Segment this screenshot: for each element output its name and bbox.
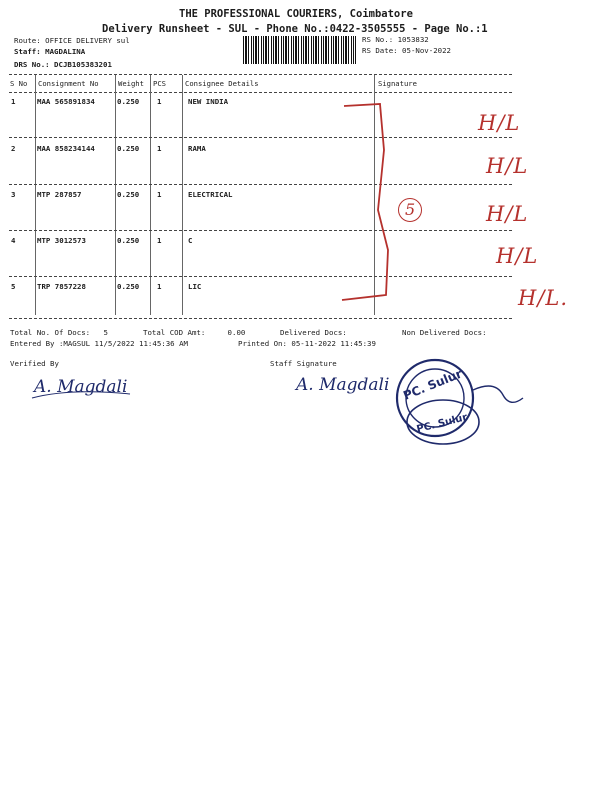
non-delivered-docs: Non Delivered Docs: (402, 328, 487, 337)
row-weight: 0.250 (117, 190, 140, 199)
post-office-stamp (385, 350, 545, 460)
bracket-count: 5 (405, 200, 416, 219)
row-sno: 3 (11, 190, 16, 199)
row-signature: H/L (486, 202, 529, 226)
row-sno: 5 (11, 282, 16, 291)
row-divider (9, 230, 512, 231)
row-pcs: 1 (157, 190, 162, 199)
table-bottom-rule (9, 318, 512, 319)
barcode (243, 36, 356, 64)
verified-signature (30, 368, 150, 408)
row-signature: H/L (478, 111, 521, 135)
row-divider (9, 276, 512, 277)
staff-label: Staff: MAGDALINA (14, 47, 86, 56)
row-signature: H/L (496, 244, 539, 268)
row-sno: 4 (11, 236, 16, 245)
table-row (0, 190, 600, 230)
row-divider (9, 137, 512, 138)
row-weight: 0.250 (117, 97, 140, 106)
total-docs: Total No. Of Docs: 5 (10, 328, 108, 337)
table-top-rule (9, 74, 512, 75)
row-consignee: C (188, 236, 193, 245)
row-pcs: 1 (157, 282, 162, 291)
row-pcs: 1 (157, 236, 162, 245)
row-weight: 0.250 (117, 144, 140, 153)
row-divider (9, 184, 512, 185)
svg-text:PC. Sulur: PC. Sulur (401, 366, 465, 403)
svg-text:A. Magdali: A. Magdali (34, 377, 128, 397)
table-row (0, 97, 600, 137)
company-title: THE PROFESSIONAL COURIERS, Coimbatore (179, 8, 413, 20)
row-signature: H/L. (518, 286, 569, 310)
row-pcs: 1 (157, 144, 162, 153)
row-consignee: ELECTRICAL (188, 190, 233, 199)
table-row (0, 282, 600, 322)
verified-by-label: Verified By (10, 359, 59, 368)
rs-date: RS Date: 05-Nov-2022 (362, 46, 451, 55)
row-consignment: MAA 565891834 (37, 97, 95, 106)
row-consignee: NEW INDIA (188, 97, 229, 106)
printed-on: Printed On: 05-11-2022 11:45:39 (238, 339, 376, 348)
row-sno: 1 (11, 97, 16, 106)
row-consignee: RAMA (188, 144, 206, 153)
delivered-docs: Delivered Docs: (280, 328, 347, 337)
row-consignment: MTP 3012573 (37, 236, 86, 245)
row-consignee: LIC (188, 282, 202, 291)
row-signature: H/L (486, 154, 529, 178)
row-pcs: 1 (157, 97, 162, 106)
total-cod: Total COD Amt: 0.00 (143, 328, 246, 337)
col-consignee: Consignee Details (185, 79, 259, 88)
staff-signature-label: Staff Signature (270, 359, 337, 368)
row-weight: 0.250 (117, 236, 140, 245)
row-consignment: MTP 287857 (37, 190, 82, 199)
route-label: Route: OFFICE DELIVERY sul (14, 36, 130, 45)
runsheet-title: Delivery Runsheet - SUL - Phone No.:0422-3505555 - Page No.:1 (102, 23, 488, 35)
table-row (0, 144, 600, 184)
svg-text:A. Magdali: A. Magdali (296, 375, 390, 395)
col-consignment: Consignment No (38, 79, 99, 88)
row-weight: 0.250 (117, 282, 140, 291)
table-header-rule (9, 92, 512, 93)
rs-number: RS No.: 1053832 (362, 35, 429, 44)
row-sno: 2 (11, 144, 16, 153)
table-row (0, 236, 600, 276)
drs-number: DRS No.: DCJB105383201 (14, 60, 112, 69)
col-sno: S No (10, 79, 28, 88)
entered-by: Entered By :MAGSUL 11/5/2022 11:45:36 AM (10, 339, 188, 348)
col-signature: Signature (378, 79, 417, 88)
col-pcs: PCS (153, 79, 166, 88)
col-weight: Weight (118, 79, 144, 88)
row-consignment: MAA 858234144 (37, 144, 95, 153)
row-consignment: TRP 7857228 (37, 282, 86, 291)
svg-text:PC. Sulur: PC. Sulur (415, 412, 469, 436)
